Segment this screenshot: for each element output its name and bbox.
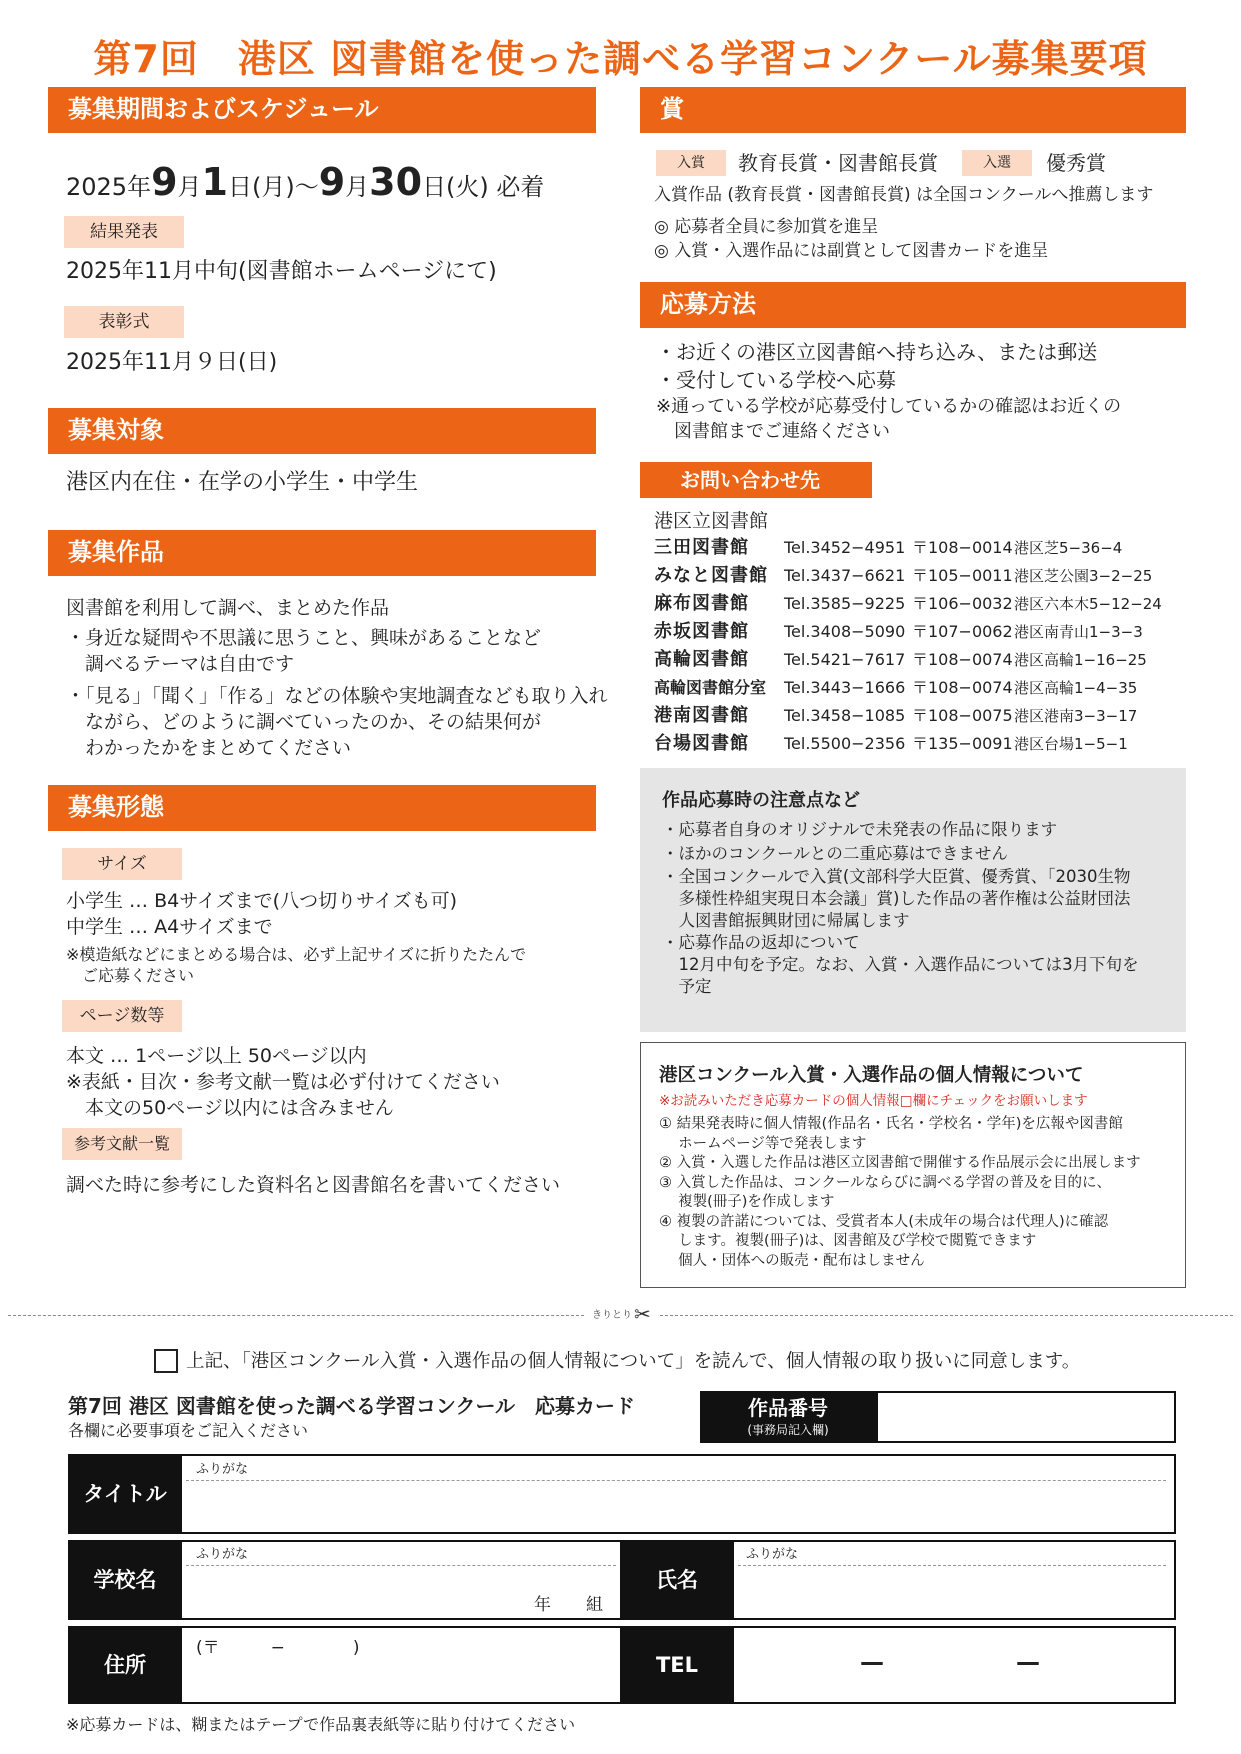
school-label: 学校名 [68,1540,182,1620]
refs-text: 調べた時に参考にした資料名と図書館名を書いてください [66,1174,561,1196]
privacy-line: 個人・団体への販売・配布はしません [659,1252,925,1269]
library-list [654,534,1162,758]
size-note: ご応募ください [66,966,195,985]
works-list [66,625,608,761]
divider [640,326,1186,328]
application-period: 2025年9月1日(月)～9月30日(火) 必着 [66,160,545,204]
address-label: 住所 [68,1626,182,1704]
size-label: サイズ [62,848,182,880]
divider [48,131,596,133]
divider [640,131,1186,133]
cut-line-left [8,1315,584,1316]
privacy-line: ③ 入賞した作品は、コンクールならびに調べる学習の普及を目的に、 [659,1174,1112,1191]
cut-label: きりとり [592,1310,632,1321]
name-furigana-label: ふりがな [746,1547,799,1562]
method-list [656,338,1121,444]
notes-line: ・応募作品の返却について [662,933,860,952]
section-heading-schedule: 募集期間およびスケジュール [48,87,596,131]
pages-section [66,1043,500,1121]
notes-line: 予定 [662,977,712,996]
works-line: ながら、どのように調べていったのか、その結果何が [66,711,542,733]
school-furigana-label: ふりがな [196,1547,249,1562]
award-tag-1: 入賞 [656,150,726,176]
school-furigana-line [186,1565,616,1566]
tel-dash-1: — [860,1648,884,1676]
award-note: 入賞作品 (教育長賞・図書館長賞) は全国コンクールへ推薦します [654,185,1154,205]
school-input[interactable] [186,1568,616,1616]
section-heading-awards: 賞 [640,87,1186,131]
ceremony-text: 2025年11月９日(日) [66,350,278,375]
title-furigana-label: ふりがな [196,1462,249,1477]
notes-heading: 作品応募時の注意点など [662,790,860,811]
notes-line: ・全国コンクールで入賞(文部科学大臣賞、優秀賞、「2030生物 [662,867,1131,886]
works-line: わかったかをまとめてください [66,737,352,759]
library-row: 三田図書館 Tel.3452−4951 〒108−0014港区芝5−36−4 [654,537,1123,558]
works-line: ・身近な疑問や不思議に思うこと、興味があることなど [66,627,542,649]
notes-box [640,768,1186,1032]
library-row: 台場図書館 Tel.5500−2356 〒135−0091港区台場1−5−1 [654,733,1128,754]
name-label: 氏名 [620,1540,734,1620]
result-label: 結果発表 [64,216,184,248]
privacy-line: ④ 複製の許諾については、受賞者本人(未成年の場合は代理人)に確認 [659,1213,1109,1230]
title-label: タイトル [68,1454,182,1534]
section-heading-works: 募集作品 [48,530,596,574]
tel-label: TEL [620,1626,734,1704]
privacy-line: ホームページ等で発表します [659,1135,867,1152]
works-line: ・「見る」「聞く」「作る」などの体験や実地調査なども取り入れ [66,685,608,707]
pages-line: 本文の50ページ以内には含みません [66,1097,394,1119]
method-note: 図書館までご連絡ください [656,421,890,442]
card-subtitle: 各欄に必要事項をご記入ください [68,1421,309,1440]
size-section [66,888,526,986]
method-note: ※通っている学校が応募受付しているかの確認はお近くの [656,396,1122,417]
name-furigana-line [738,1565,1166,1566]
award-2: 優秀賞 [1046,151,1106,175]
library-row: 高輪図書館 Tel.5421−7617 〒108−0074港区高輪1−16−25 [654,649,1147,670]
size-line: 中学生 … A4サイズまで [66,916,273,938]
card-footer-note: ※応募カードは、糊またはテープで作品裏表紙等に貼り付けてください [66,1715,576,1734]
privacy-warning: ※お読みいただき応募カードの個人情報□欄にチェックをお願いします [659,1093,1088,1109]
grade-class-label: 組 [586,1595,603,1615]
title-input[interactable] [186,1484,1168,1530]
address-input[interactable] [186,1656,616,1700]
method-line: ・受付している学校へ応募 [656,368,896,392]
notes-line: 多様性枠組実現日本会議」賞)した作品の著作権は公益財団法 [662,889,1131,908]
notes-line: ・ほかのコンクールとの二重応募はできません [662,844,1008,863]
library-row: 高輪図書館分室 Tel.3443−1666 〒108−0074港区高輪1−4−35 [654,678,1138,697]
notes-line: ・応募者自身のオリジナルで未発表の作品に限ります [662,820,1058,839]
divider [48,452,596,454]
award-extras [654,215,1048,263]
consent-checkbox[interactable] [154,1349,178,1373]
page-title: 第7回 港区 図書館を使った調べる学習コンクール募集要項 [93,37,1148,81]
privacy-box [640,1042,1186,1288]
section-heading-contact: お問い合わせ先 [640,462,872,498]
section-heading-target: 募集対象 [48,408,596,452]
ceremony-label: 表彰式 [64,306,184,338]
card-title: 第7回 港区 図書館を使った調べる学習コンクール 応募カード [68,1394,636,1418]
divider [48,574,596,576]
library-row: 赤坂図書館 Tel.3408−5090 〒107−0062港区南青山1−3−3 [654,621,1143,642]
pages-line: 本文 … 1ページ以上 50ページ以内 [66,1045,367,1067]
privacy-line: します。複製(冊子)は、図書館及び学校で閲覧できます [659,1233,1037,1249]
scissors-icon: ✂ [634,1302,651,1326]
privacy-heading: 港区コンクール入賞・入選作品の個人情報について [659,1065,1084,1086]
result-text: 2025年11月中旬(図書館ホームページにて) [66,259,497,284]
tel-dash-2: — [1016,1648,1040,1676]
award-tag-2: 入選 [962,150,1032,176]
size-line: 小学生 … B4サイズまで(八つ切りサイズも可) [66,890,457,912]
address-zip-hint: (〒 − ) [196,1638,360,1658]
works-intro: 図書館を利用して調べ、まとめた作品 [66,597,390,619]
cut-line-right [660,1315,1233,1316]
award-extra: ◎ 入賞・入選作品には副賞として図書カードを進呈 [654,241,1049,261]
award-1: 教育長賞・図書館長賞 [738,151,938,175]
notes-list [662,818,1139,998]
notes-line: 人図書館振興財団に帰属します [662,911,910,930]
library-row: みなと図書館 Tel.3437−6621 〒105−0011港区芝公園3−2−25 [654,565,1153,586]
work-number-field [876,1391,1176,1443]
target-text: 港区内在住・在学の小学生・中学生 [66,470,419,495]
privacy-list [659,1115,1141,1271]
divider [48,829,596,831]
grade-year-label: 年 [534,1595,551,1615]
pages-label: ページ数等 [62,1000,182,1032]
privacy-line: ② 入賞・入選した作品は港区立図書館で開催する作品展示会に出展します [659,1155,1141,1171]
pages-line: ※表紙・目次・参考文献一覧は必ず付けてください [66,1071,500,1093]
works-line: 調べるテーマは自由です [66,653,295,675]
refs-label: 参考文献一覧 [62,1128,182,1160]
privacy-line: ① 結果発表時に個人情報(作品名・氏名・学校名・学年)を広報や図書館 [659,1116,1123,1132]
library-row: 港南図書館 Tel.3458−1085 〒108−0075港区港南3−3−17 [654,705,1138,726]
work-number-sub: (事務局記入欄) [747,1423,829,1437]
section-heading-method: 応募方法 [640,282,1186,326]
privacy-line: 複製(冊子)を作成します [659,1194,835,1210]
name-input[interactable] [738,1568,1168,1616]
work-number-label-cell [700,1391,876,1443]
method-line: ・お近くの港区立図書館へ持ち込み、または郵送 [656,340,1098,364]
consent-text: 上記、「港区コンクール入賞・入選作品の個人情報について」を読んで、個人情報の取り扱いに同意します。 [186,1351,1081,1372]
award-extra: ◎ 応募者全員に参加賞を進呈 [654,217,879,237]
work-number-label: 作品番号 [748,1396,828,1420]
contact-org: 港区立図書館 [654,510,769,532]
size-note: ※模造紙などにまとめる場合は、必ず上記サイズに折りたたんで [66,945,527,964]
library-row: 麻布図書館 Tel.3585−9225 〒106−0032港区六本木5−12−24 [654,593,1162,614]
notes-line: 12月中旬を予定。なお、入賞・入選作品については3月下旬を [662,955,1139,974]
section-heading-format: 募集形態 [48,785,596,829]
tel-input[interactable] [738,1632,1168,1698]
title-furigana-line [186,1480,1166,1481]
